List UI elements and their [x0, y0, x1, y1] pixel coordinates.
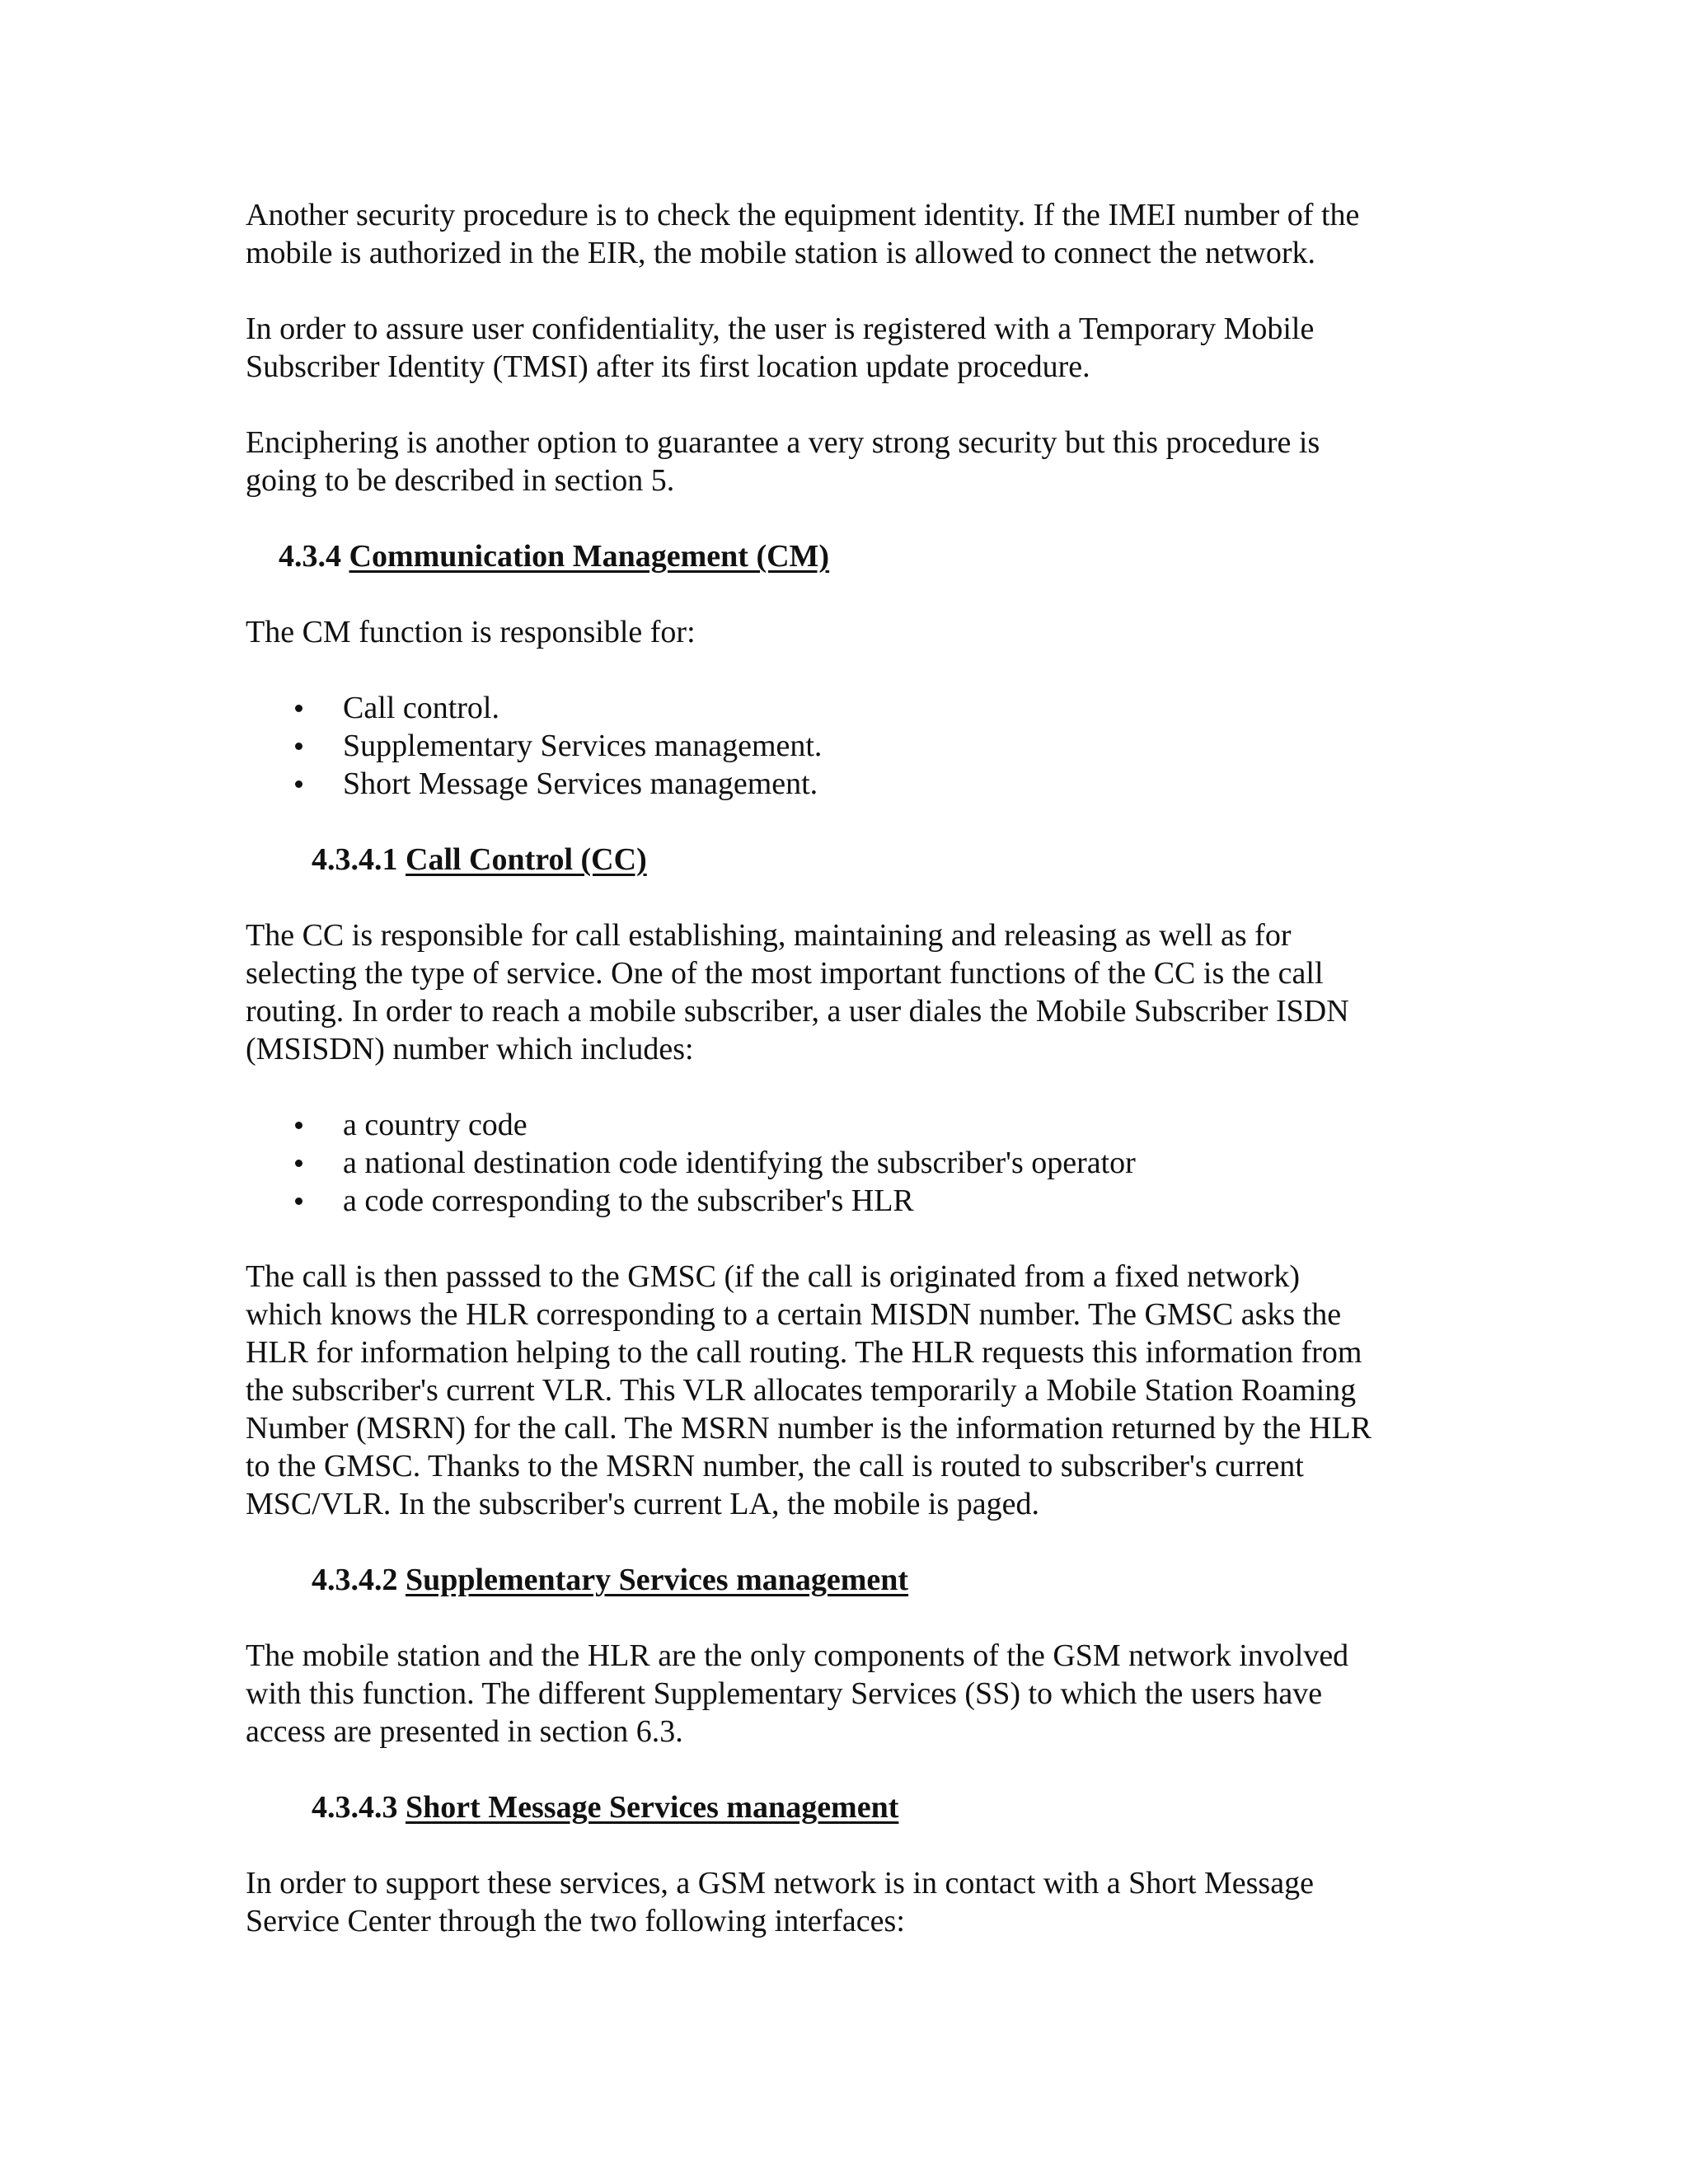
- list-item-text: a country code: [343, 1108, 528, 1142]
- heading-supplementary-services: [312, 1561, 908, 1599]
- paragraph-line: routing. In order to reach a mobile subscriber, a user diales the Mobile Subscriber ISDN: [246, 994, 1349, 1029]
- list-item-text: a national destination code identifying the subscriber's operator: [343, 1146, 1136, 1180]
- paragraph-line: Another security procedure is to check the equipment identity. If the IMEI number of the: [246, 198, 1360, 232]
- list-item-text: Short Message Services management.: [343, 766, 818, 801]
- paragraph-line: Subscriber Identity (TMSI) after its first location update procedure.: [246, 349, 1090, 384]
- paragraph-line: The call is then passsed to the GMSC (if the call is originated from a fixed network): [246, 1259, 1301, 1294]
- paragraph-line: with this function. The different Supplementary Services (SS) to which the users have: [246, 1676, 1323, 1711]
- heading-short-message-services: [312, 1788, 898, 1826]
- heading-title: Call Control (CC): [406, 842, 647, 877]
- paragraph-line: mobile is authorized in the EIR, the mobile station is allowed to connect the network.: [246, 236, 1316, 270]
- heading-number: 4.3.4.2: [312, 1563, 398, 1597]
- paragraph-line: (MSISDN) number which includes:: [246, 1032, 694, 1066]
- paragraph-line: Service Center through the two following interfaces:: [246, 1904, 905, 1938]
- heading-title: Short Message Services management: [406, 1790, 899, 1825]
- heading-communication-management: [279, 537, 829, 575]
- paragraph-enciphering: [246, 424, 1449, 499]
- heading-number: 4.3.4.3: [312, 1790, 398, 1825]
- heading-number: 4.3.4.1: [312, 842, 398, 877]
- list-item: [246, 689, 1449, 727]
- paragraph-equipment-identity: [246, 196, 1449, 272]
- paragraph-line: Enciphering is another option to guarantee a very strong security but this procedure is: [246, 425, 1320, 460]
- cm-functions-list: [246, 689, 1449, 803]
- paragraph-line: HLR for information helping to the call routing. The HLR requests this information from: [246, 1335, 1362, 1370]
- bullet-icon: [295, 1160, 302, 1167]
- bullet-icon: [295, 743, 302, 750]
- heading-title: Supplementary Services management: [406, 1563, 909, 1597]
- list-item: [246, 1182, 1449, 1220]
- paragraph-line: In order to support these services, a GSM network is in contact with a Short Message: [246, 1866, 1314, 1900]
- paragraph-line: In order to assure user confidentiality, the user is registered with a Temporary Mobile: [246, 312, 1315, 346]
- paragraph-short-message-services: [246, 1864, 1449, 1940]
- paragraph-line: The mobile station and the HLR are the only components of the GSM network involved: [246, 1638, 1349, 1673]
- paragraph-call-control: [246, 916, 1449, 1068]
- paragraph-line: MSC/VLR. In the subscriber's current LA, the mobile is paged.: [246, 1487, 1040, 1521]
- paragraph-line: access are presented in section 6.3.: [246, 1714, 683, 1749]
- paragraph-line: The CC is responsible for call establishing, maintaining and releasing as well as for: [246, 918, 1292, 953]
- paragraph-line: The CM function is responsible for:: [246, 615, 696, 649]
- list-item: [246, 1106, 1449, 1144]
- paragraph-cm-function: [246, 613, 1449, 651]
- paragraph-line: going to be described in section 5.: [246, 463, 675, 498]
- list-item-text: Call control.: [343, 691, 499, 725]
- paragraph-line: to the GMSC. Thanks to the MSRN number, the call is routed to subscriber's current: [246, 1449, 1304, 1483]
- paragraph-call-routing: [246, 1258, 1449, 1523]
- list-item: [246, 727, 1449, 765]
- list-item-text: Supplementary Services management.: [343, 729, 823, 763]
- paragraph-line: Number (MSRN) for the call. The MSRN number is the information returned by the HLR: [246, 1411, 1372, 1446]
- bullet-icon: [295, 1197, 302, 1205]
- bullet-icon: [295, 1122, 302, 1129]
- list-item-text: a code corresponding to the subscriber's HLR: [343, 1183, 914, 1218]
- heading-call-control: [312, 841, 647, 879]
- paragraph-supplementary-services: [246, 1637, 1449, 1750]
- list-item: [246, 765, 1449, 803]
- bullet-icon: [295, 780, 302, 788]
- list-item: [246, 1144, 1449, 1182]
- paragraph-line: the subscriber's current VLR. This VLR allocates temporarily a Mobile Station Roaming: [246, 1373, 1357, 1408]
- bullet-icon: [295, 705, 302, 712]
- paragraph-line: which knows the HLR corresponding to a certain MISDN number. The GMSC asks the: [246, 1297, 1342, 1332]
- msisdn-parts-list: [246, 1106, 1449, 1220]
- heading-number: 4.3.4: [279, 539, 341, 574]
- paragraph-line: selecting the type of service. One of the most important functions of the CC is the call: [246, 956, 1324, 991]
- paragraph-user-confidentiality: [246, 310, 1449, 386]
- heading-title: Communication Management (CM): [349, 539, 830, 574]
